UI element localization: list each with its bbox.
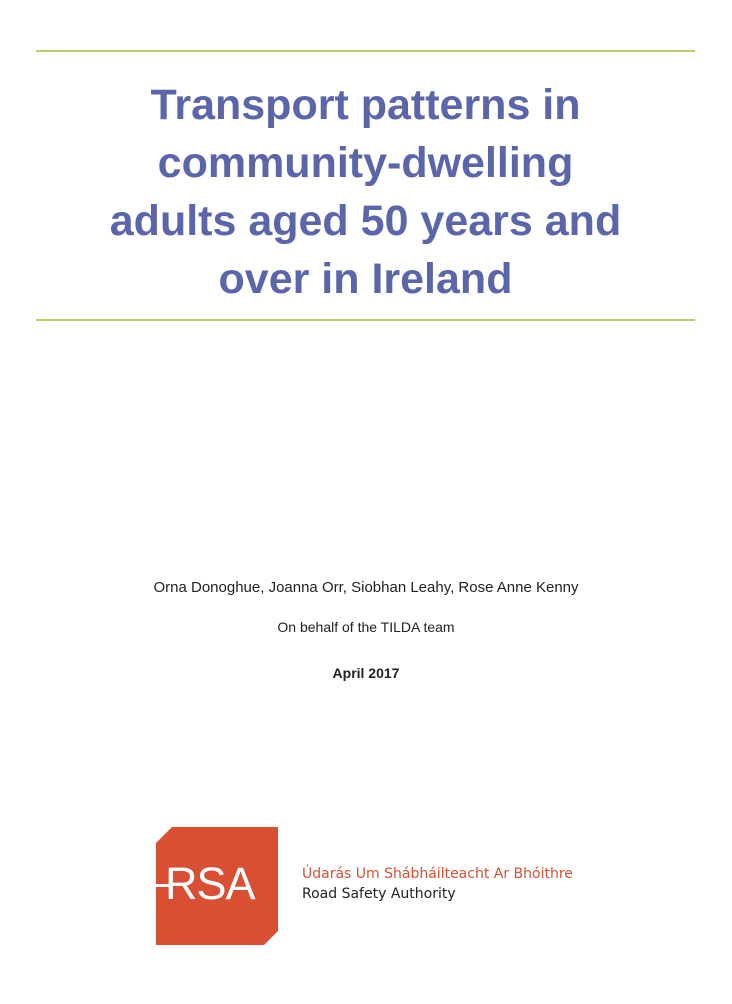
title-line-3: adults aged 50 years and xyxy=(109,197,622,245)
title-line-1: Transport patterns in xyxy=(150,81,581,129)
team-credit: On behalf of the TILDA team xyxy=(277,619,455,635)
logo-mark: RSA xyxy=(165,858,255,909)
document-title xyxy=(36,76,695,308)
publication-date: April 2017 xyxy=(332,665,400,681)
title-line-4: over in Ireland xyxy=(218,255,513,303)
top-divider xyxy=(36,50,695,52)
bottom-divider xyxy=(36,319,695,321)
org-name-english: Road Safety Authority xyxy=(302,886,456,902)
authors: Orna Donoghue, Joanna Orr, Siobhan Leahy, Rose Anne Kenny xyxy=(153,579,579,596)
org-name-irish: Údarás Um Shábháilteacht Ar Bhóithre xyxy=(302,866,573,882)
title-line-2: community-dwelling xyxy=(157,139,574,187)
